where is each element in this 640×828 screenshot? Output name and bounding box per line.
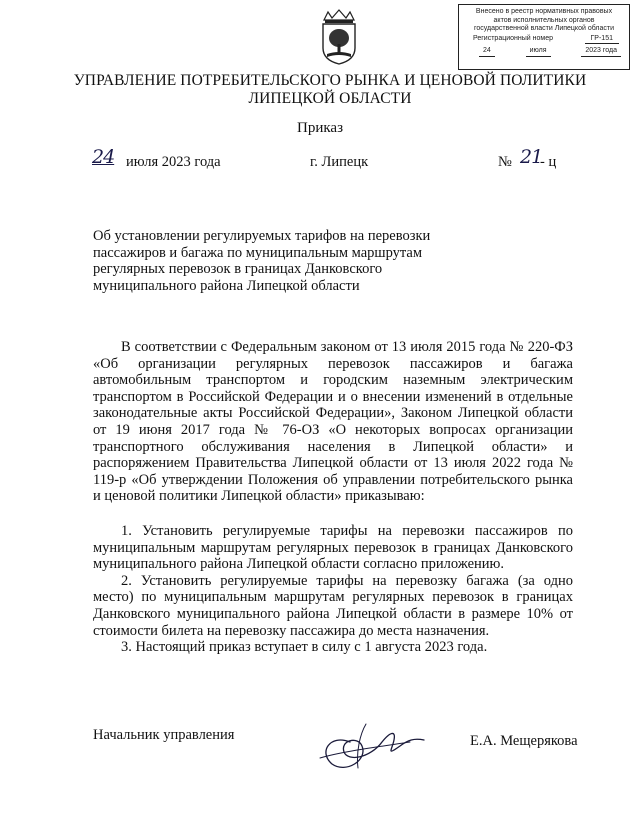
order-item-2: 2. Установить регулируемые тарифы на перевозку багажа (за одно место) по муниципальным маршрутам регулярных перевозок в границах Данковского муниципального района Липецкой области в размере 10% от стоимости билета на перевозку пассажира до места назначения. [93,572,573,639]
heading-line-2: ЛИПЕЦКОЙ ОБЛАСТИ [248,90,412,107]
registration-stamp [458,4,630,70]
subject-line: регулярных перевозок в границах Данковского [93,261,383,277]
stamp-year: 2023 года [581,47,621,57]
organization-heading [60,72,600,108]
handwritten-number: 21 [520,146,543,168]
city: г. Липецк [310,154,369,170]
stamp-day: 24 [479,47,495,57]
document-type: Приказ [296,120,343,136]
subject-line: муниципального района Липецкой области [93,277,360,294]
signer-name: Е.А. Мещерякова [470,733,578,749]
stamp-line-1: Внесено в реестр нормативных правовых [475,8,613,15]
order-subject [93,228,433,294]
number-label: № [498,154,512,170]
handwritten-signature [310,712,430,774]
date-month-year: июля 2023 года [126,154,221,170]
subject-line: пассажиров и багажа по муниципальным маршрутам [93,244,423,261]
stamp-reg-number: ГР-151 [585,35,619,45]
heading-line-1: УПРАВЛЕНИЕ ПОТРЕБИТЕЛЬСКОГО РЫНКА И ЦЕНОВОЙ ПОЛИТИКИ [73,72,587,89]
stamp-month: июля [526,47,551,57]
stamp-registration-row [459,35,629,45]
date-city-number-line [92,146,572,176]
preamble-paragraph: В соответствии с Федеральным законом от 13 июля 2015 года № 220-ФЗ «Об организации регулярных перевозок пассажиров и багажа автомобильным транспортом и городским наземным электрическим транспортом в Российской Федерации и о внесении изменений в отдельные законодательные акты Российской Федерации», Законом Липецкой области от 19 июня 2017 года № 76-ОЗ «О некоторых вопросах организации транспортного обслуживания населения в Липецкой области» и распоряжением Правительства Липецкой области от 13 июля 2022 года № 119-р «Об утверждении Положения об управлении потребительского рынка и ценовой политики Липецкой области» приказываю: [93,339,573,505]
order-item-3: 3. Настоящий приказ вступает в силу с 1 августа 2023 года. [121,639,488,656]
signer-role: Начальник управления [93,727,235,743]
order-item-1: 1. Установить регулируемые тарифы на перевозки пассажиров по муниципальным маршрутам регулярных перевозок в границах Данковского муниципального района Липецкой области согласно приложению. [93,522,573,573]
order-items [93,523,573,656]
order-body [93,339,573,656]
stamp-line-3: государственной власти Липецкой области [473,25,614,33]
stamp-reg-label: Регистрационный номер [473,34,553,42]
coat-of-arms-icon [318,8,360,66]
number-suffix: - ц [540,154,557,170]
handwritten-day: 24 [92,146,115,168]
stamp-date-row [459,47,629,57]
stamp-line-2: актов исполнительных органов [493,16,595,24]
subject-line: Об установлении регулируемых тарифов на перевозки [93,228,431,244]
